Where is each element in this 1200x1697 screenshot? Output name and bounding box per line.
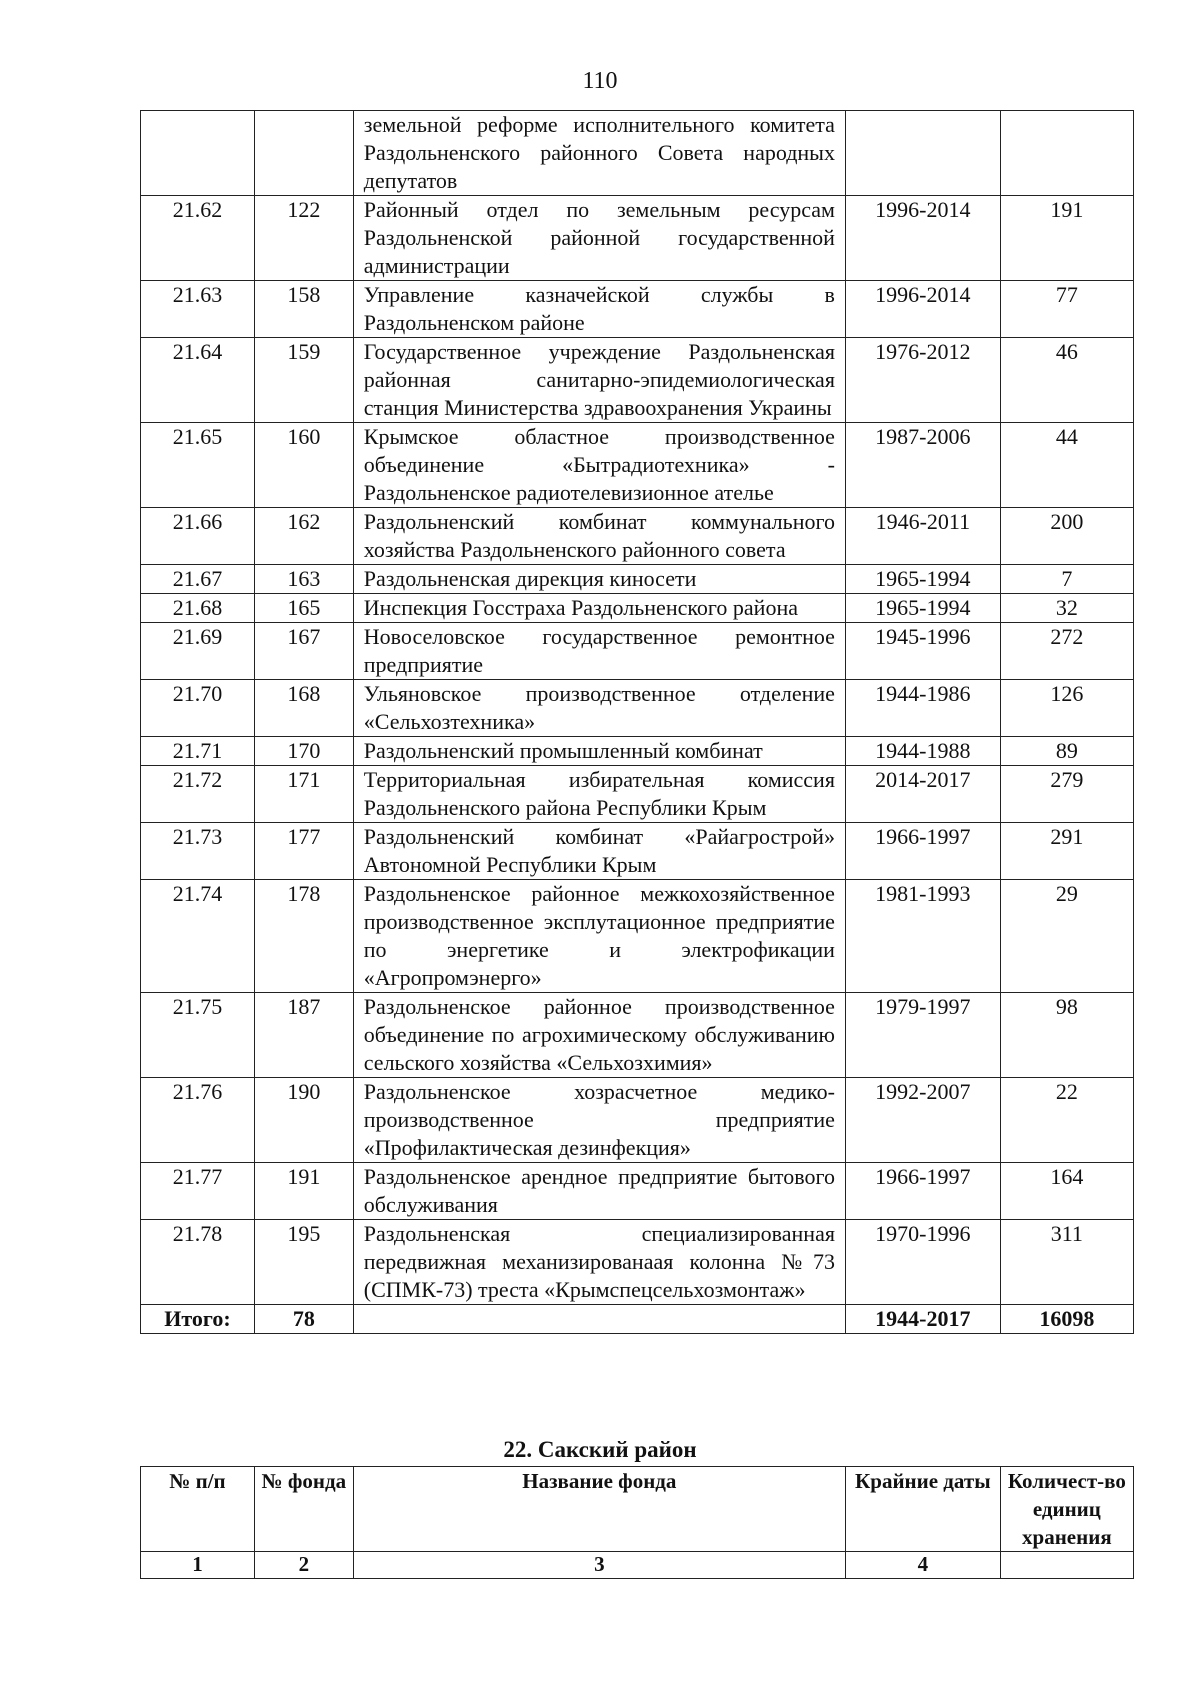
fond-name-cell: Инспекция Госстраха Раздольненского района <box>353 594 845 623</box>
fond-number-cell <box>254 111 353 196</box>
table-row <box>141 196 1134 281</box>
index-cell: 4 <box>845 1552 1000 1579</box>
row-number-cell: 21.70 <box>141 680 255 737</box>
row-number-cell: 21.76 <box>141 1078 255 1163</box>
fond-name-cell: Государственное учреждение Раздольненская районная санитарно-эпидемиологическая станция Министерства здравоохранения Украины <box>353 338 845 423</box>
dates-cell: 1966-1997 <box>845 823 1000 880</box>
table-row <box>141 1220 1134 1305</box>
row-number-cell: 21.65 <box>141 423 255 508</box>
row-number-cell: 21.75 <box>141 993 255 1078</box>
dates-cell: 1944-1988 <box>845 737 1000 766</box>
table-row <box>141 338 1134 423</box>
storage-units-cell: 272 <box>1000 623 1133 680</box>
table-row <box>141 508 1134 565</box>
storage-units-cell: 200 <box>1000 508 1133 565</box>
index-cell: 1 <box>141 1552 255 1579</box>
fond-name-cell: Раздольненская специализированная передвижная механизированаая колонна №73 (СПМК-73) треста «Крымспецсельхозмонтаж» <box>353 1220 845 1305</box>
fond-number-cell: 163 <box>254 565 353 594</box>
dates-cell: 2014-2017 <box>845 766 1000 823</box>
header-table <box>140 1466 1134 1579</box>
storage-units-cell: 29 <box>1000 880 1133 993</box>
dates-cell: 1946-2011 <box>845 508 1000 565</box>
fond-number-cell: 191 <box>254 1163 353 1220</box>
row-number-cell: 21.64 <box>141 338 255 423</box>
page-number: 110 <box>582 68 618 94</box>
storage-units-cell: 279 <box>1000 766 1133 823</box>
storage-units-cell: 164 <box>1000 1163 1133 1220</box>
fond-name-cell: Районный отдел по земельным ресурсам Раздольненской районной государственной администрации <box>353 196 845 281</box>
section-title: 22. Сакский район <box>503 1437 697 1462</box>
storage-units-cell: 89 <box>1000 737 1133 766</box>
total-dates: 1944-2017 <box>845 1305 1000 1334</box>
storage-units-cell: 46 <box>1000 338 1133 423</box>
table-row <box>141 594 1134 623</box>
dates-cell: 1976-2012 <box>845 338 1000 423</box>
dates-cell: 1966-1997 <box>845 1163 1000 1220</box>
dates-cell: 1944-1986 <box>845 680 1000 737</box>
header-col-dates: Крайние даты <box>845 1467 1000 1552</box>
fond-name-cell: Ульяновское производственное отделение «Сельхозтехника» <box>353 680 845 737</box>
fond-number-cell: 167 <box>254 623 353 680</box>
storage-units-cell: 98 <box>1000 993 1133 1078</box>
fond-name-cell: Раздольненское арендное предприятие бытового обслуживания <box>353 1163 845 1220</box>
header-index-row <box>141 1552 1134 1579</box>
fond-name-cell: Раздольненская дирекция киносети <box>353 565 845 594</box>
dates-cell: 1945-1996 <box>845 623 1000 680</box>
dates-cell: 1965-1994 <box>845 565 1000 594</box>
row-number-cell: 21.71 <box>141 737 255 766</box>
fond-name-cell: Раздольненское районное производственное объединение по агрохимическому обслуживанию сельского хозяйства «Сельхозхимия» <box>353 993 845 1078</box>
fond-number-cell: 177 <box>254 823 353 880</box>
header-col-number: № п/п <box>141 1467 255 1552</box>
row-number-cell: 21.67 <box>141 565 255 594</box>
fond-name-cell: Раздольненский комбинат «Райагрострой» Автономной Республики Крым <box>353 823 845 880</box>
row-number-cell: 21.62 <box>141 196 255 281</box>
table-row <box>141 623 1134 680</box>
row-number-cell: 21.77 <box>141 1163 255 1220</box>
table-row <box>141 823 1134 880</box>
table-row <box>141 423 1134 508</box>
fond-name-cell: Крымское областное производственное объединение «Бытрадиотехника» - Раздольненское радиотелевизионное ателье <box>353 423 845 508</box>
total-name-cell <box>353 1305 845 1334</box>
dates-cell: 1996-2014 <box>845 281 1000 338</box>
fond-number-cell: 160 <box>254 423 353 508</box>
storage-units-cell: 7 <box>1000 565 1133 594</box>
table-row <box>141 281 1134 338</box>
storage-units-cell: 32 <box>1000 594 1133 623</box>
storage-units-cell: 44 <box>1000 423 1133 508</box>
header-col-fond: № фонда <box>254 1467 353 1552</box>
fond-name-cell: Раздольненский промышленный комбинат <box>353 737 845 766</box>
row-number-cell: 21.68 <box>141 594 255 623</box>
dates-cell: 1981-1993 <box>845 880 1000 993</box>
total-fond-count: 78 <box>254 1305 353 1334</box>
table-row <box>141 880 1134 993</box>
fond-number-cell: 162 <box>254 508 353 565</box>
table-row <box>141 565 1134 594</box>
storage-units-cell: 311 <box>1000 1220 1133 1305</box>
fond-number-cell: 190 <box>254 1078 353 1163</box>
row-number-cell: 21.69 <box>141 623 255 680</box>
fond-number-cell: 122 <box>254 196 353 281</box>
dates-cell: 1987-2006 <box>845 423 1000 508</box>
fond-number-cell: 168 <box>254 680 353 737</box>
row-number-cell: 21.66 <box>141 508 255 565</box>
fond-number-cell: 170 <box>254 737 353 766</box>
table-row <box>141 737 1134 766</box>
storage-units-cell: 191 <box>1000 196 1133 281</box>
index-cell: 3 <box>353 1552 845 1579</box>
storage-units-cell: 291 <box>1000 823 1133 880</box>
fond-number-cell: 165 <box>254 594 353 623</box>
fond-name-cell: Новоселовское государственное ремонтное предприятие <box>353 623 845 680</box>
row-number-cell <box>141 111 255 196</box>
row-number-cell: 21.78 <box>141 1220 255 1305</box>
table-row <box>141 993 1134 1078</box>
fond-number-cell: 159 <box>254 338 353 423</box>
table-row <box>141 680 1134 737</box>
storage-units-cell <box>1000 111 1133 196</box>
total-units: 16098 <box>1000 1305 1133 1334</box>
fond-name-cell: Раздольненский комбинат коммунального хозяйства Раздольненского районного совета <box>353 508 845 565</box>
dates-cell <box>845 111 1000 196</box>
dates-cell: 1965-1994 <box>845 594 1000 623</box>
storage-units-cell: 22 <box>1000 1078 1133 1163</box>
index-cell: 2 <box>254 1552 353 1579</box>
table-row <box>141 1163 1134 1220</box>
fond-name-cell: Раздольненское хозрасчетное медико-производственное предприятие «Профилактическая дезинфекция» <box>353 1078 845 1163</box>
row-number-cell: 21.74 <box>141 880 255 993</box>
fond-number-cell: 158 <box>254 281 353 338</box>
fond-name-cell: Управление казначейской службы в Раздольненском районе <box>353 281 845 338</box>
total-label: Итого: <box>141 1305 255 1334</box>
storage-units-cell: 77 <box>1000 281 1133 338</box>
table-row <box>141 766 1134 823</box>
row-number-cell: 21.63 <box>141 281 255 338</box>
fond-name-cell: Раздольненское районное межкохозяйственное производственное эксплутационное предприятие по энергетике и электрофикации «Агропромэнерго» <box>353 880 845 993</box>
fond-number-cell: 195 <box>254 1220 353 1305</box>
table-row <box>141 111 1134 196</box>
storage-units-cell: 126 <box>1000 680 1133 737</box>
total-row <box>141 1305 1134 1334</box>
fond-number-cell: 171 <box>254 766 353 823</box>
row-number-cell: 21.72 <box>141 766 255 823</box>
dates-cell: 1970-1996 <box>845 1220 1000 1305</box>
fond-name-cell: Территориальная избирательная комиссия Раздольненского района Республики Крым <box>353 766 845 823</box>
header-row <box>141 1467 1134 1552</box>
archive-fonds-table <box>140 110 1134 1334</box>
fond-number-cell: 178 <box>254 880 353 993</box>
header-col-name: Название фонда <box>353 1467 845 1552</box>
dates-cell: 1996-2014 <box>845 196 1000 281</box>
fond-name-cell: земельной реформе исполнительного комитета Раздольненского районного Совета народных депутатов <box>353 111 845 196</box>
fond-number-cell: 187 <box>254 993 353 1078</box>
table-row <box>141 1078 1134 1163</box>
dates-cell: 1979-1997 <box>845 993 1000 1078</box>
header-col-units: Количест-во единиц хранения <box>1000 1467 1133 1552</box>
index-cell <box>1000 1552 1133 1579</box>
row-number-cell: 21.73 <box>141 823 255 880</box>
dates-cell: 1992-2007 <box>845 1078 1000 1163</box>
